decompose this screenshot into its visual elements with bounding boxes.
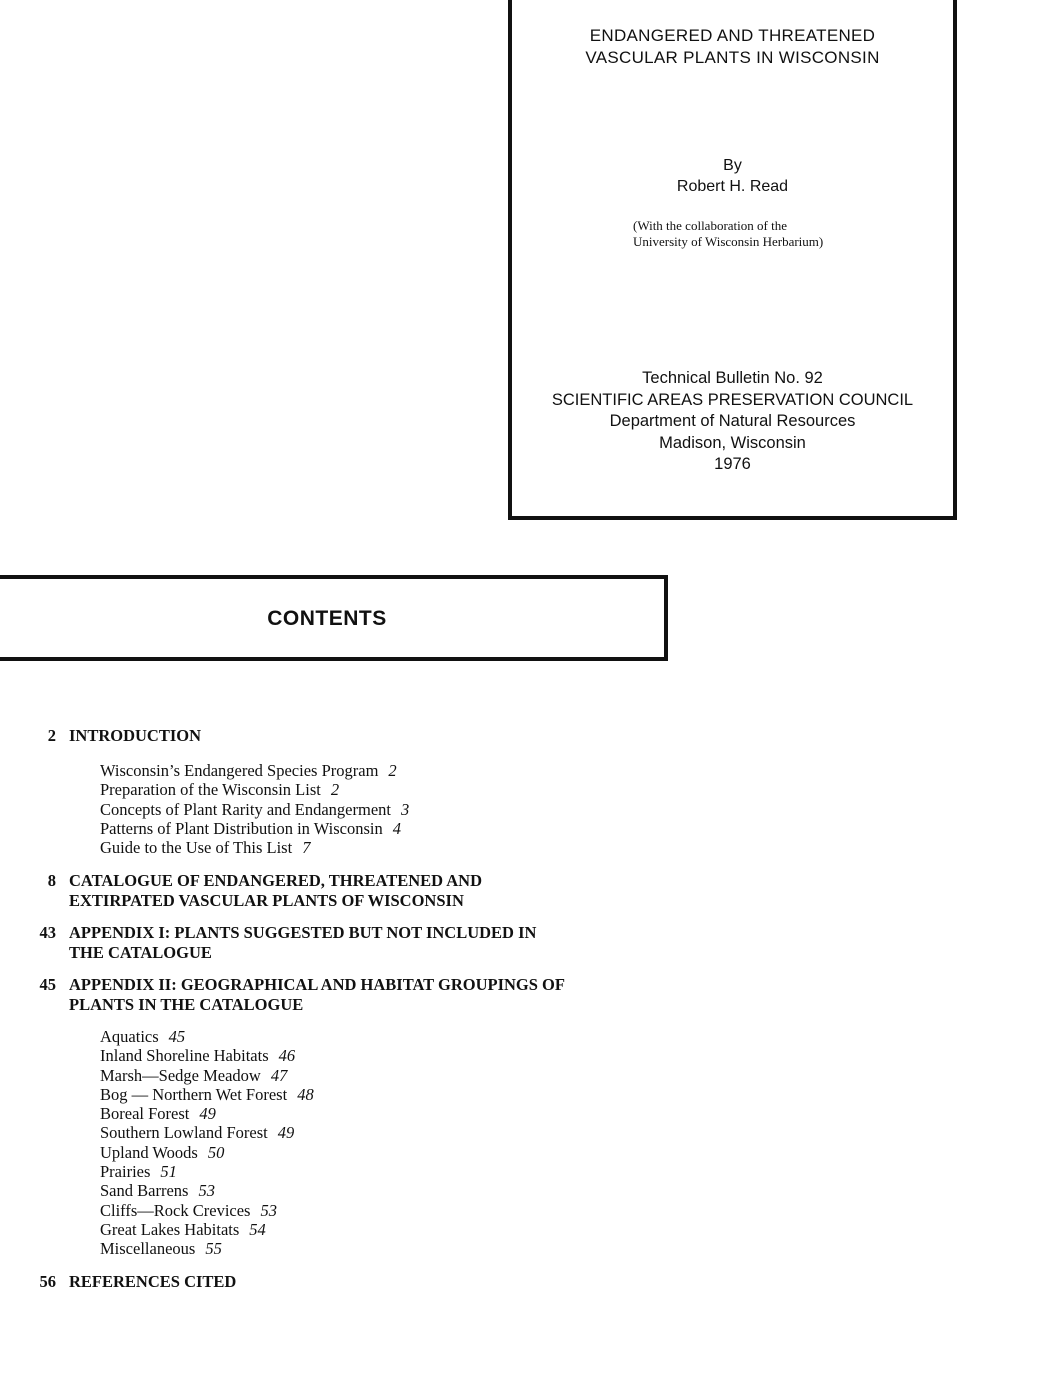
toc-section-title: INTRODUCTION [69, 726, 202, 745]
toc-section-title: APPENDIX II: GEOGRAPHICAL AND HABITAT GROUPINGS OF PLANTS IN THE CATALOGUE [69, 975, 565, 1014]
toc-subsection-item: Concepts of Plant Rarity and Endangerment 3 [100, 799, 410, 819]
toc-subsection-page: 51 [160, 1162, 177, 1182]
toc-page-number: 56 [39, 1272, 56, 1291]
toc-subsection-page: 2 [330, 780, 340, 800]
author-name: Robert H. Read [676, 178, 789, 195]
toc-subsection-page: 2 [388, 761, 397, 780]
collaboration-note [633, 218, 823, 250]
toc-subsection-item: Marsh—Sedge Meadow 47 [100, 1065, 288, 1085]
toc-subsection-page: 46 [278, 1046, 296, 1066]
toc-subsection-page: 45 [168, 1027, 186, 1046]
publication-info [512, 368, 953, 476]
toc-subsection-item: Southern Lowland Forest 49 [100, 1123, 295, 1143]
toc-subsection-item: Miscellaneous 55 [100, 1239, 222, 1259]
toc-subsection-item: Aquatics 45 [100, 1027, 186, 1046]
document-title-line-1: ENDANGERED AND THREATENED [589, 26, 876, 45]
toc-subsection-page: 49 [277, 1123, 295, 1143]
toc-subsection-page: 54 [249, 1219, 266, 1239]
toc-subsection-item: Cliffs—Rock Crevices 53 [100, 1200, 277, 1220]
toc-page-number: 8 [47, 871, 56, 890]
toc-subsection-item: Boreal Forest 49 [100, 1104, 216, 1124]
toc-section-title: APPENDIX I: PLANTS SUGGESTED BUT NOT INCLUDED IN THE CATALOGUE [69, 923, 537, 962]
bulletin-number: Technical Bulletin No. 92 [642, 369, 823, 387]
toc-subsection-page: 47 [270, 1065, 288, 1085]
title-page-box [508, 0, 957, 520]
contents-header-box [0, 575, 668, 661]
toc-subsection-page: 4 [392, 818, 401, 838]
publication-location: Madison, Wisconsin [659, 433, 806, 452]
toc-page-number: 2 [47, 726, 56, 745]
toc-section-title: REFERENCES CITED [69, 1272, 237, 1291]
department-name: Department of Natural Resources [609, 412, 856, 430]
toc-page-number: 43 [39, 923, 56, 942]
toc-subsection-page: 53 [198, 1181, 215, 1201]
toc-section-title: CATALOGUE OF ENDANGERED, THREATENED AND EXTIRPATED VASCULAR PLANTS OF WISCONSIN [69, 871, 483, 910]
toc-subsection-page: 53 [260, 1200, 277, 1220]
toc-subsection-page: 7 [302, 838, 311, 858]
contents-heading: CONTENTS [267, 607, 387, 630]
toc-page-number: 45 [39, 975, 56, 994]
toc-subsection-item: Inland Shoreline Habitats 46 [100, 1046, 296, 1066]
council-name: SCIENTIFIC AREAS PRESERVATION COUNCIL [551, 390, 914, 409]
toc-subsection-item: Patterns of Plant Distribution in Wisconsin 4 [100, 818, 401, 838]
toc-subsection-item: Great Lakes Habitats 54 [100, 1219, 266, 1239]
toc-subsection-page: 49 [199, 1104, 216, 1124]
toc-subsection-page: 3 [400, 799, 410, 819]
toc-subsection-item: Sand Barrens 53 [100, 1181, 215, 1201]
toc-subsection-page: 48 [297, 1084, 314, 1104]
toc-subsection-item: Preparation of the Wisconsin List 2 [100, 780, 340, 800]
toc-subsection-item: Wisconsin’s Endangered Species Program 2 [100, 761, 397, 780]
toc-subsection-item: Upland Woods 50 [100, 1142, 225, 1162]
toc-subsections-introduction [100, 761, 409, 857]
toc-subsections-appendix-2 [100, 1027, 314, 1259]
toc-subsection-page: 50 [207, 1142, 225, 1162]
toc-subsection-page: 55 [205, 1239, 222, 1259]
collaboration-line-1: (With the collaboration of the [633, 218, 787, 233]
document-title-line-2: VASCULAR PLANTS IN WISCONSIN [585, 48, 880, 67]
toc-subsection-item: Bog — Northern Wet Forest 48 [100, 1084, 314, 1104]
toc-subsection-item: Guide to the Use of This List 7 [100, 838, 311, 858]
by-label: By [723, 157, 742, 174]
toc-subsection-item: Prairies 51 [100, 1162, 177, 1182]
collaboration-line-2: University of Wisconsin Herbarium) [633, 234, 824, 249]
publication-year: 1976 [714, 455, 751, 473]
